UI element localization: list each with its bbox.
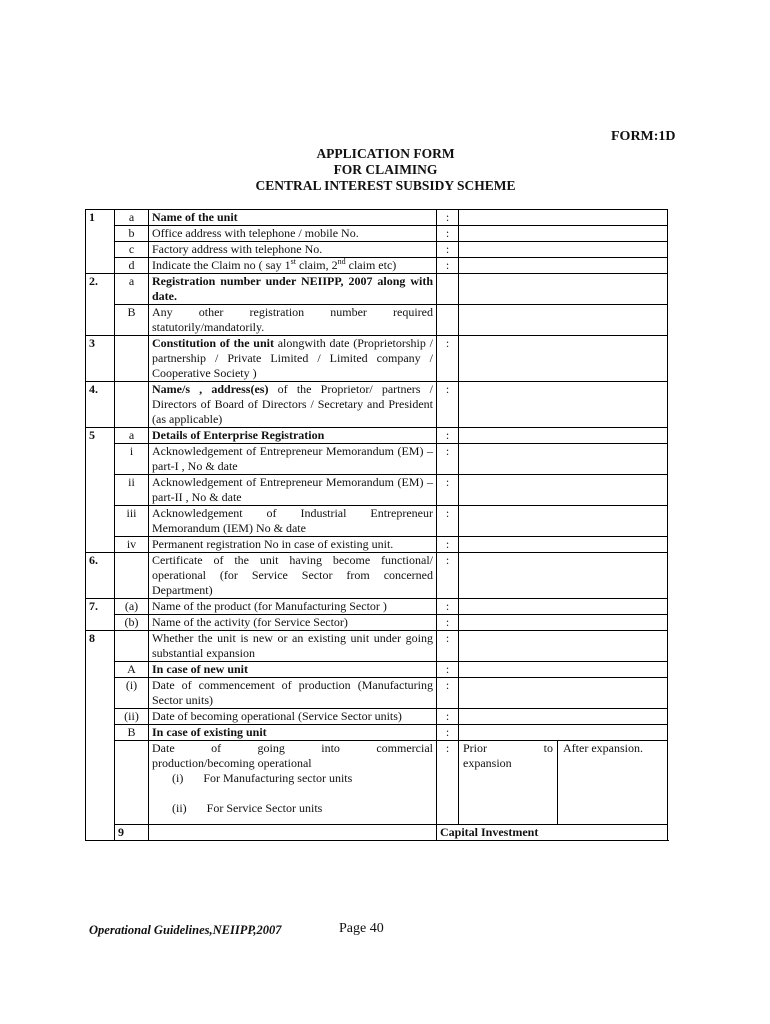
sub-label: a: [115, 210, 149, 226]
field-label: Acknowledgement of Entrepreneur Memorandum (EM) – part-II , No & date: [149, 475, 437, 506]
sub-label: B: [115, 725, 149, 741]
title-line-1: APPLICATION FORM: [316, 146, 455, 161]
sub-label: b: [115, 226, 149, 242]
table-row: [86, 506, 668, 537]
factory-address-value[interactable]: [459, 242, 668, 258]
commencement-date-value[interactable]: [459, 678, 668, 709]
colon: [437, 305, 459, 336]
field-label: Details of Enterprise Registration: [149, 428, 437, 444]
table-row: [86, 537, 668, 553]
table-row: [86, 336, 668, 382]
field-label: Any other registration number required statutorily/mandatorily.: [149, 305, 437, 336]
field-label: Name of the unit: [149, 210, 437, 226]
sub-label: [115, 336, 149, 382]
title-line-3: CENTRAL INTEREST SUBSIDY SCHEME: [255, 178, 516, 193]
form-id: FORM:1D: [611, 129, 676, 144]
registration-number-value[interactable]: [459, 274, 668, 305]
field-label: Permanent registration No in case of existing unit.: [149, 537, 437, 553]
em-part-2-value[interactable]: [459, 475, 668, 506]
sub-label: (i): [115, 678, 149, 709]
field-label: Certificate of the unit having become functional/ operational (for Service Sector from concerned Department): [149, 553, 437, 599]
table-row: [86, 678, 668, 709]
table-row: [86, 825, 668, 841]
table-row: [86, 382, 668, 428]
item-number: 2.: [86, 274, 115, 336]
sub-label: [115, 382, 149, 428]
sub-label: B: [115, 305, 149, 336]
colon: :: [437, 709, 459, 725]
item-number: 9: [115, 825, 149, 841]
field-label: Registration number under NEIIPP, 2007 along with date.: [149, 274, 437, 305]
sub-label: a: [115, 274, 149, 305]
colon: :: [437, 428, 459, 444]
colon: :: [437, 475, 459, 506]
colon: :: [437, 678, 459, 709]
field-label: Acknowledgement of Entrepreneur Memorandum (EM) – part-I , No & date: [149, 444, 437, 475]
commercial-production-line-1: Date of going into commercial: [152, 741, 433, 755]
form-title: [0, 146, 770, 194]
field-label: Name/s , address(es) of the Proprietor/ partners / Directors of Board of Directors / Secretary and President (as applicable): [149, 382, 437, 428]
table-row: [86, 242, 668, 258]
title-line-2: FOR CLAIMING: [333, 162, 438, 177]
activity-name-value[interactable]: [459, 615, 668, 631]
colon: [437, 274, 459, 305]
unit-name-value[interactable]: [459, 210, 668, 226]
operational-date-value[interactable]: [459, 709, 668, 725]
page-number: Page 40: [339, 921, 384, 936]
table-row: [86, 226, 668, 242]
colon: :: [437, 444, 459, 475]
colon: :: [437, 553, 459, 599]
table-row: [86, 258, 668, 274]
after-expansion-cell[interactable]: [558, 741, 668, 825]
sub-label: i: [115, 444, 149, 475]
table-row: [86, 662, 668, 678]
table-row: [86, 741, 668, 825]
colon: :: [437, 537, 459, 553]
claim-no-value[interactable]: [459, 258, 668, 274]
sub-label: a: [115, 428, 149, 444]
table-row: [86, 599, 668, 615]
certificate-value[interactable]: [459, 553, 668, 599]
enterprise-registration-value[interactable]: [459, 428, 668, 444]
iem-value[interactable]: [459, 506, 668, 537]
expansion-label: expansion: [463, 756, 512, 770]
table-row: [86, 210, 668, 226]
table-row: [86, 631, 668, 662]
after-expansion-label: After expansion.: [563, 741, 643, 755]
item-number: 1: [86, 210, 115, 274]
unit-status-value[interactable]: [459, 631, 668, 662]
colon: :: [437, 741, 459, 825]
table-row: [86, 475, 668, 506]
table-row: [86, 553, 668, 599]
field-label: Name of the product (for Manufacturing Sector ): [149, 599, 437, 615]
colon: :: [437, 210, 459, 226]
colon: :: [437, 336, 459, 382]
constitution-value[interactable]: [459, 336, 668, 382]
application-form-table: [85, 209, 668, 841]
prior-expansion-cell[interactable]: [459, 741, 558, 825]
names-addresses-value[interactable]: [459, 382, 668, 428]
em-part-1-value[interactable]: [459, 444, 668, 475]
office-address-value[interactable]: [459, 226, 668, 242]
product-name-value[interactable]: [459, 599, 668, 615]
sub-label: c: [115, 242, 149, 258]
sub-label: (a): [115, 599, 149, 615]
sub-label: ii: [115, 475, 149, 506]
field-label: Name of the activity (for Service Sector): [149, 615, 437, 631]
table-row: [86, 709, 668, 725]
sub-label: d: [115, 258, 149, 274]
colon: :: [437, 506, 459, 537]
field-label: Capital Investment: [437, 825, 668, 841]
other-registration-value[interactable]: [459, 305, 668, 336]
field-label: Indicate the Claim no ( say 1st claim, 2nd claim etc): [149, 258, 437, 274]
colon: :: [437, 226, 459, 242]
item-number: 8: [86, 631, 115, 841]
colon: :: [437, 725, 459, 741]
colon: :: [437, 599, 459, 615]
table-row: [86, 615, 668, 631]
field-label: In case of existing unit: [149, 725, 437, 741]
footer-guidelines: Operational Guidelines,NEIIPP,2007: [89, 923, 282, 937]
colon: :: [437, 242, 459, 258]
field-label: Date of becoming operational (Service Sector units): [149, 709, 437, 725]
sub-label: [115, 741, 149, 825]
sub-label: [115, 631, 149, 662]
sub-label: [149, 825, 437, 841]
field-label: [149, 741, 437, 825]
colon: :: [437, 382, 459, 428]
table-row: [86, 274, 668, 305]
table-row: [86, 444, 668, 475]
sub-label: iv: [115, 537, 149, 553]
sub-label: A: [115, 662, 149, 678]
sub-label: (ii): [115, 709, 149, 725]
sub-label: [115, 553, 149, 599]
colon: :: [437, 631, 459, 662]
new-unit-value[interactable]: [459, 662, 668, 678]
field-label: In case of new unit: [149, 662, 437, 678]
to-label: to: [543, 741, 553, 755]
item-number: 7.: [86, 599, 115, 631]
sub-item-manufacturing: (i) For Manufacturing sector units: [172, 771, 353, 785]
table-row: [86, 428, 668, 444]
item-number: 3: [86, 336, 115, 382]
colon: :: [437, 258, 459, 274]
commercial-production-line-2: production/becoming operational: [152, 756, 312, 770]
table-row: [86, 305, 668, 336]
field-label: Whether the unit is new or an existing unit under going substantial expansion: [149, 631, 437, 662]
colon: :: [437, 662, 459, 678]
field-label: Acknowledgement of Industrial Entrepreneur Memorandum (IEM) No & date: [149, 506, 437, 537]
colon: :: [437, 615, 459, 631]
sub-label: iii: [115, 506, 149, 537]
item-number: 6.: [86, 553, 115, 599]
sub-label: (b): [115, 615, 149, 631]
field-label: Constitution of the unit alongwith date (Proprietorship / partnership / Private Limited / Limited company / Cooperative Society ): [149, 336, 437, 382]
item-number: 5: [86, 428, 115, 553]
prior-label: Prior: [463, 741, 487, 755]
table-row: [86, 725, 668, 741]
field-label: Factory address with telephone No.: [149, 242, 437, 258]
sub-item-service: (ii) For Service Sector units: [172, 801, 323, 815]
permanent-registration-value[interactable]: [459, 537, 668, 553]
item-number: 4.: [86, 382, 115, 428]
field-label: Office address with telephone / mobile No.: [149, 226, 437, 242]
field-label: Date of commencement of production (Manufacturing Sector units): [149, 678, 437, 709]
existing-unit-value[interactable]: [459, 725, 668, 741]
